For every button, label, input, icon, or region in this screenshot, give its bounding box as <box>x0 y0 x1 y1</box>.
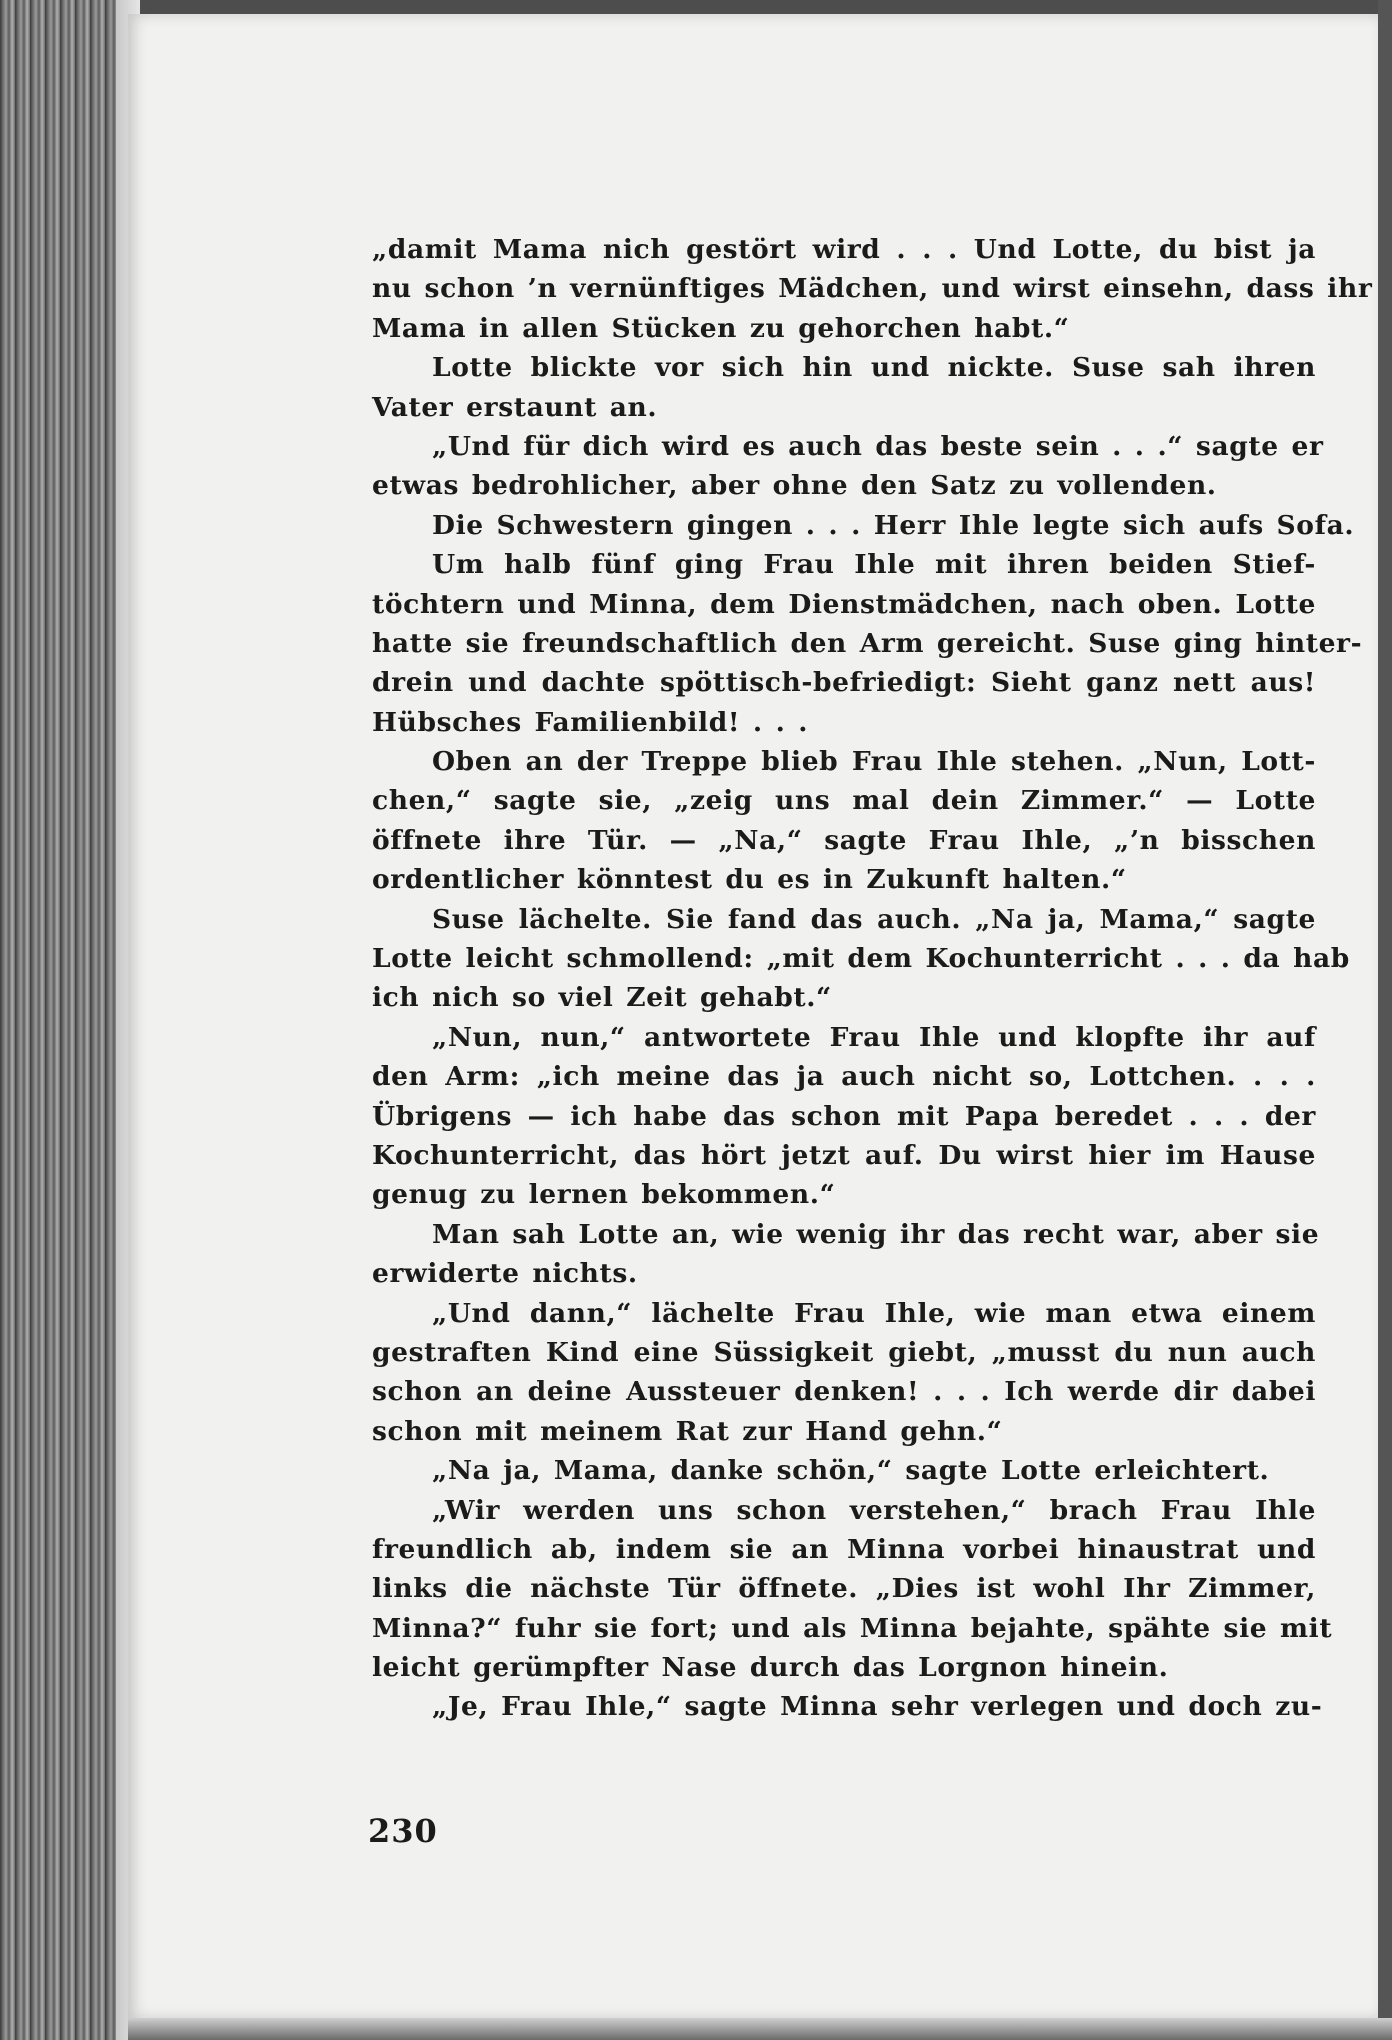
text-line: schon mit meinem Rat zur Hand gehn.“ <box>372 1415 1003 1447</box>
text-line: Man sah Lotte an, wie wenig ihr das recht war, aber sie <box>432 1218 1320 1250</box>
text-line: leicht gerümpfter Nase durch das Lorgnon hinein. <box>372 1652 1169 1684</box>
text-line: schon an deine Aussteuer denken! . . . Ich werde dir dabei <box>372 1376 1316 1408</box>
scan-border-right <box>1378 0 1392 2040</box>
book-page-edges <box>0 0 140 2040</box>
text-line: etwas bedrohlicher, aber ohne den Satz zu vollenden. <box>372 470 1217 502</box>
text-line: Mama in allen Stücken zu gehorchen habt.“ <box>372 312 1070 344</box>
text-line: hatte sie freundschaftlich den Arm gereicht. Suse ging hinter- <box>372 627 1363 659</box>
text-line: Suse lächelte. Sie fand das auch. „Na ja, Mama,“ sagte <box>432 903 1316 935</box>
text-line: Lotte leicht schmollend: „mit dem Kochunterricht . . . da hab <box>372 943 1350 975</box>
text-line: Hübsches Familienbild! . . . <box>372 706 809 738</box>
text-line: chen,“ sagte sie, „zeig uns mal dein Zimmer.“ — Lotte <box>372 785 1316 817</box>
body-text <box>372 230 1373 1727</box>
text-line: links die nächste Tür öffnete. „Dies ist wohl Ihr Zimmer, <box>372 1573 1316 1605</box>
text-line: Lotte blickte vor sich hin und nickte. Suse sah ihren <box>432 352 1316 384</box>
text-line: Vater erstaunt an. <box>372 391 658 423</box>
text-line: „Wir werden uns schon verstehen,“ brach Frau Ihle <box>432 1494 1316 1526</box>
text-line: Oben an der Treppe blieb Frau Ihle stehen. „Nun, Lott- <box>432 746 1316 778</box>
text-line: „Und für dich wird es auch das beste sein . . .“ sagte er <box>432 430 1324 462</box>
text-line: töchtern und Minna, dem Dienstmädchen, nach oben. Lotte <box>372 588 1316 620</box>
text-line: Die Schwestern gingen . . . Herr Ihle legte sich aufs Sofa. <box>432 509 1355 541</box>
text-line: freundlich ab, indem sie an Minna vorbei hinaustrat und <box>372 1533 1316 1565</box>
text-line: Übrigens — ich habe das schon mit Papa beredet . . . der <box>372 1100 1316 1132</box>
text-line: „Na ja, Mama, danke schön,“ sagte Lotte erleichtert. <box>432 1455 1270 1487</box>
text-line: genug zu lernen bekommen.“ <box>372 1179 836 1211</box>
scan-border-bottom <box>128 2018 1392 2040</box>
text-line: öffnete ihre Tür. — „Na,“ sagte Frau Ihle, „’n bisschen <box>372 824 1316 856</box>
text-line: ordentlicher könntest du es in Zukunft halten.“ <box>372 864 1127 896</box>
text-line: drein und dachte spöttisch-befriedigt: Sieht ganz nett aus! <box>372 667 1316 699</box>
text-line: Um halb fünf ging Frau Ihle mit ihren beiden Stief- <box>432 549 1316 581</box>
text-line: den Arm: „ich meine das ja auch nicht so, Lottchen. . . . <box>372 1061 1316 1093</box>
text-line: Minna?“ fuhr sie fort; und als Minna bejahte, spähte sie mit <box>372 1612 1333 1644</box>
text-line: Kochunterricht, das hört jetzt auf. Du wirst hier im Hause <box>372 1139 1316 1171</box>
page-number: 230 <box>368 1812 438 1850</box>
text-line: „Und dann,“ lächelte Frau Ihle, wie man etwa einem <box>432 1297 1316 1329</box>
text-line: „Je, Frau Ihle,“ sagte Minna sehr verlegen und doch zu- <box>432 1691 1323 1723</box>
text-line: gestraften Kind eine Süssigkeit giebt, „musst du nun auch <box>372 1336 1316 1368</box>
text-line: nu schon ’n vernünftiges Mädchen, und wirst einsehn, dass ihr <box>372 273 1373 305</box>
text-line: „Nun, nun,“ antwortete Frau Ihle und klopfte ihr auf <box>432 1021 1316 1053</box>
text-line: „damit Mama nich gestört wird . . . Und Lotte, du bist ja <box>372 234 1316 265</box>
text-line: ich nich so viel Zeit gehabt.“ <box>372 982 832 1014</box>
text-line: erwiderte nichts. <box>372 1258 638 1290</box>
